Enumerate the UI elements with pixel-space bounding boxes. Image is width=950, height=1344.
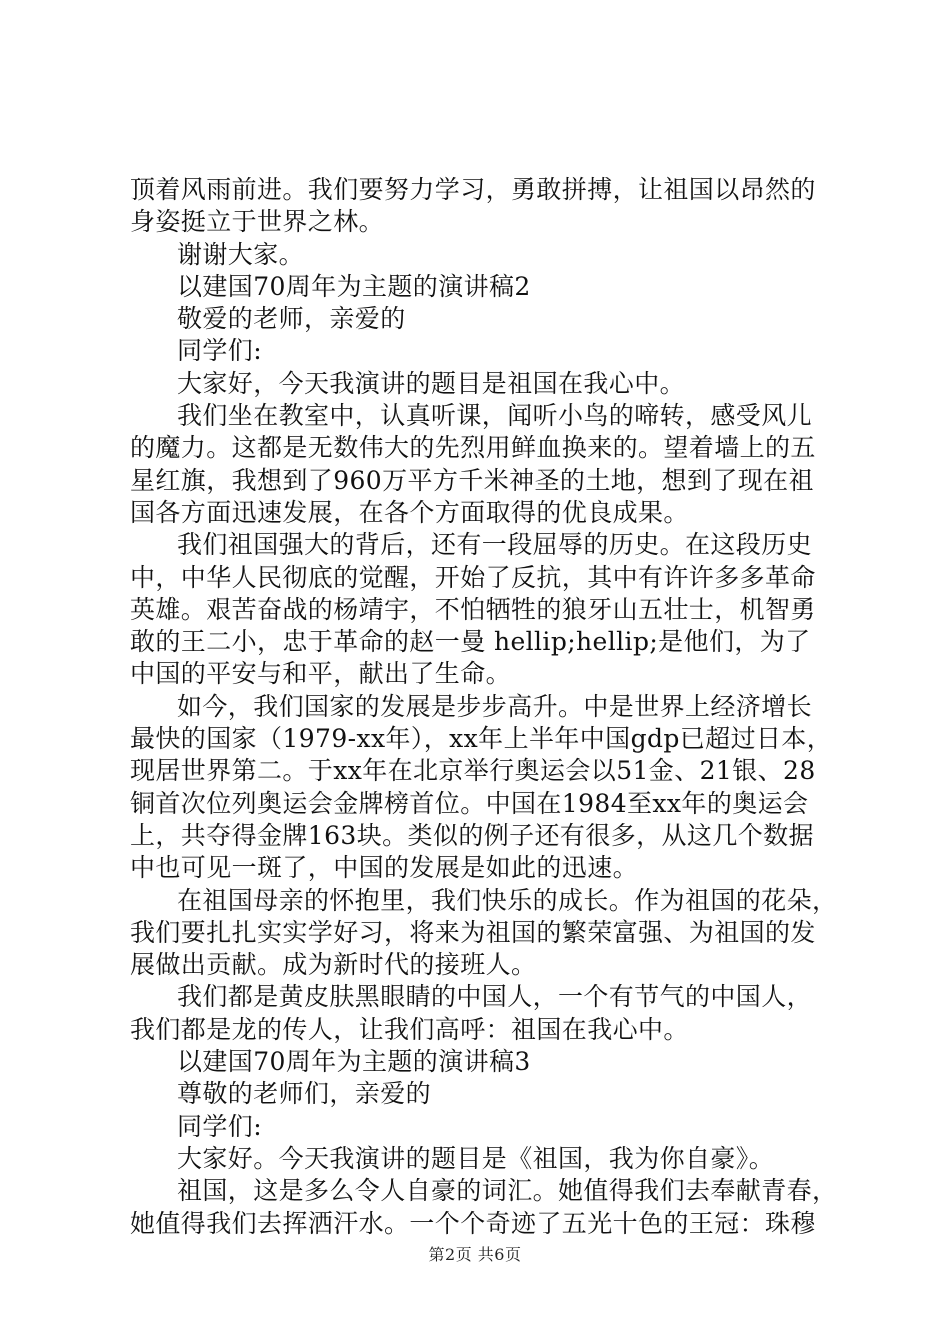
text-line: 祖国，这是多么令人自豪的词汇。她值得我们去奉献青春， [177, 1176, 838, 1206]
text-line: 我们都是黄皮肤黑眼睛的中国人，一个有节气的中国人， [177, 982, 813, 1012]
text-line: 英雄。艰苦奋战的杨靖宇，不怕牺牲的狼牙山五壮士，机智勇 [130, 594, 816, 624]
text-line: 敢的王二小，忠于革命的赵一曼 hellip;hellip;是他们，为了 [130, 627, 811, 657]
text-line: 我们祖国强大的背后，还有一段屈辱的历史。在这段历史 [177, 530, 813, 560]
text-line: 以建国70周年为主题的演讲稿3 [177, 1047, 531, 1077]
text-line: 我们要扎扎实实学好习，将来为祖国的繁荣富强、为祖国的发 [130, 917, 816, 947]
text-line: 中国的平安与和平，献出了生命。 [130, 659, 512, 689]
document-body [130, 174, 838, 1240]
text-line: 中也可见一斑了，中国的发展是如此的迅速。 [130, 853, 639, 883]
text-line: 大家好，今天我演讲的题目是祖国在我心中。 [177, 368, 686, 398]
text-line: 我们都是龙的传人，让我们高呼：祖国在我心中。 [130, 1014, 689, 1044]
text-line: 星红旗，我想到了960万平方千米神圣的土地，想到了现在祖 [130, 465, 814, 495]
text-line: 的魔力。这都是无数伟大的先烈用鲜血换来的。望着墙上的五 [130, 433, 816, 463]
text-line: 谢谢大家。 [177, 239, 305, 269]
text-line: 大家好。今天我演讲的题目是《祖国，我为你自豪》。 [177, 1143, 775, 1173]
text-line: 国各方面迅速发展，在各个方面取得的优良成果。 [130, 497, 689, 527]
text-line: 我们坐在教室中，认真听课，闻听小鸟的啼转，感受风儿 [177, 401, 813, 431]
text-line: 敬爱的老师，亲爱的 [177, 304, 406, 334]
text-line: 她值得我们去挥洒汗水。一个个奇迹了五光十色的王冠：珠穆 [130, 1208, 816, 1238]
text-line: 最快的国家（1979-xx年），xx年上半年中国gdp已超过日本， [130, 724, 833, 754]
text-line: 尊敬的老师们，亲爱的 [177, 1079, 432, 1109]
text-line: 现居世界第二。于xx年在北京举行奥运会以51金、21银、28 [130, 756, 816, 786]
page-footer: 第2页 共6页 [428, 1245, 522, 1264]
text-line: 中，中华人民彻底的觉醒，开始了反抗，其中有许许多多革命 [130, 562, 816, 592]
text-line: 同学们: [177, 336, 263, 366]
text-line: 同学们: [177, 1111, 263, 1141]
text-line: 在祖国母亲的怀抱里，我们快乐的成长。作为祖国的花朵， [177, 885, 838, 915]
text-line: 以建国70周年为主题的演讲稿2 [177, 271, 531, 301]
text-line: 顶着风雨前进。我们要努力学习，勇敢拼搏，让祖国以昂然的 [130, 175, 816, 204]
text-line: 上，共夺得金牌163块。类似的例子还有很多，从这几个数据 [130, 820, 814, 850]
text-line: 身姿挺立于世界之林。 [130, 207, 385, 237]
text-line: 展做出贡献。成为新时代的接班人。 [130, 950, 537, 980]
text-line: 铜首次位列奥运会金牌榜首位。中国在1984至xx年的奥运会 [130, 788, 809, 818]
text-line: 如今，我们国家的发展是步步高升。中是世界上经济增长 [177, 691, 813, 721]
